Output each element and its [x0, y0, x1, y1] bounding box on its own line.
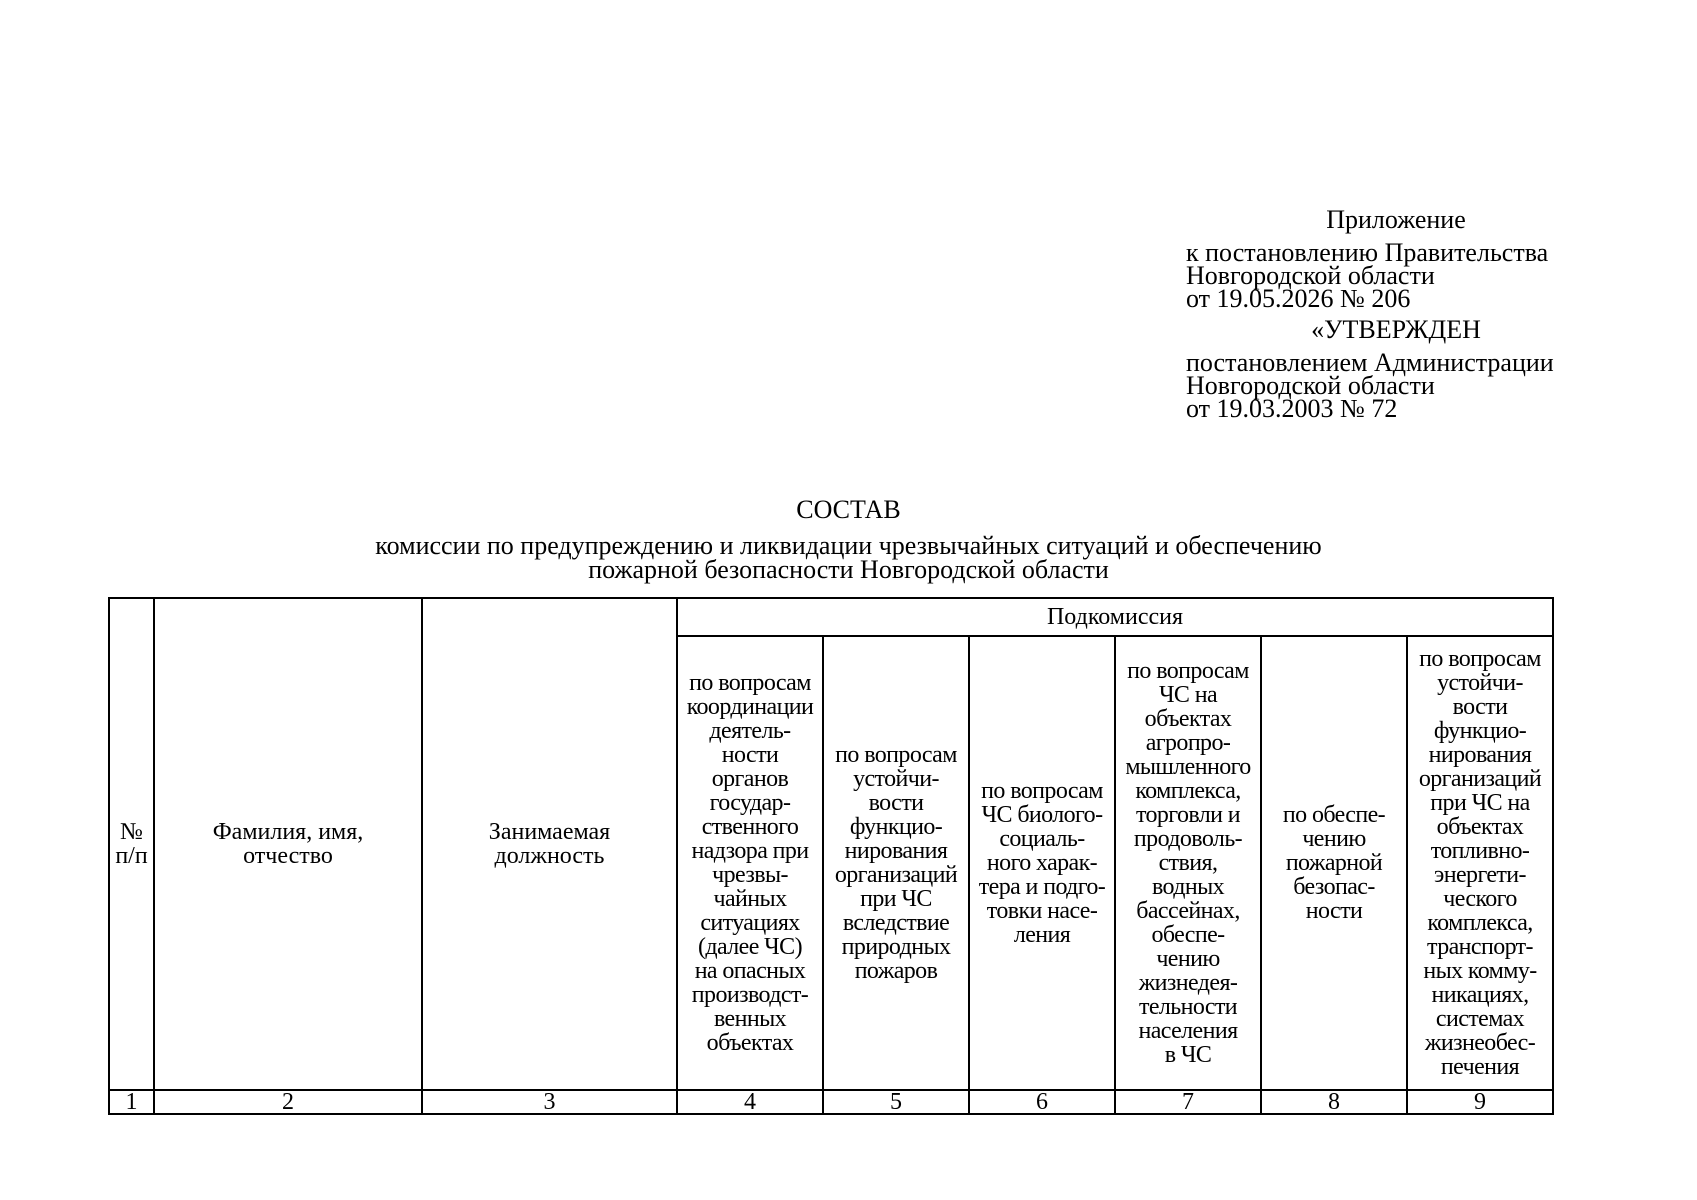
annex-line-2: Новгородской области: [1186, 261, 1435, 290]
column-number: 3: [422, 1090, 677, 1114]
annex-heading: Приложение: [1326, 205, 1466, 234]
header-subcommission: Подкомиссия: [677, 598, 1553, 636]
document-subtitle: комиссии по предупреждению и ликвидации чрезвычайных ситуаций и обеспечению пожарной безопасности Новгородской области: [375, 531, 1322, 584]
header-name: Фамилия, имя, отчество: [154, 598, 422, 1090]
column-number: 2: [154, 1090, 422, 1114]
header-num: № п/п: [109, 598, 154, 1090]
annex-line-3: от 19.05.2026 № 206: [1186, 284, 1411, 313]
subcommission-header: по вопросам устойчи- вости функцио- нирования организаций при ЧС вследствие природных пожаров: [823, 636, 969, 1090]
commission-table: [108, 597, 1554, 1115]
subcommission-header: по вопросам координации деятель- ности органов государ- ственного надзора при чрезвы- чайных ситуациях (далее ЧС) на опасных производст- венных объектах: [677, 636, 823, 1090]
annex-block: [1186, 205, 1606, 423]
column-number: 6: [969, 1090, 1115, 1114]
subcommission-header: по вопросам ЧС на объектах агропро- мышленного комплекса, торговли и продоволь- ствия, водных бассейнах, обеспе- чению жизнедея- тельности населения в ЧС: [1115, 636, 1261, 1090]
annex-line-4: постановлением Администрации: [1186, 348, 1554, 377]
annex-approved: «УТВЕРЖДЕН: [1311, 315, 1481, 344]
annex-line-6: от 19.03.2003 № 72: [1186, 394, 1398, 423]
column-number: 5: [823, 1090, 969, 1114]
annex-line-5: Новгородской области: [1186, 371, 1435, 400]
subcommission-header: по вопросам ЧС биолого- социаль- ного харак- тера и подго- товки насе- ления: [969, 636, 1115, 1090]
header-position: Занимаемая должность: [422, 598, 677, 1090]
column-number: 8: [1261, 1090, 1407, 1114]
column-number: 1: [109, 1090, 154, 1114]
document-title: СОСТАВ: [796, 495, 901, 524]
subcommission-header: по вопросам устойчи- вости функцио- нирования организаций при ЧС на объектах топливно- энергети- ческого комплекса, транспорт- ных комму- никациях, системах жизнеобес- печения: [1407, 636, 1553, 1090]
subcommission-header: по обеспе- чению пожарной безопас- ности: [1261, 636, 1407, 1090]
column-number: 7: [1115, 1090, 1261, 1114]
column-number: 9: [1407, 1090, 1553, 1114]
column-number: 4: [677, 1090, 823, 1114]
annex-line-1: к постановлению Правительства: [1186, 238, 1549, 267]
